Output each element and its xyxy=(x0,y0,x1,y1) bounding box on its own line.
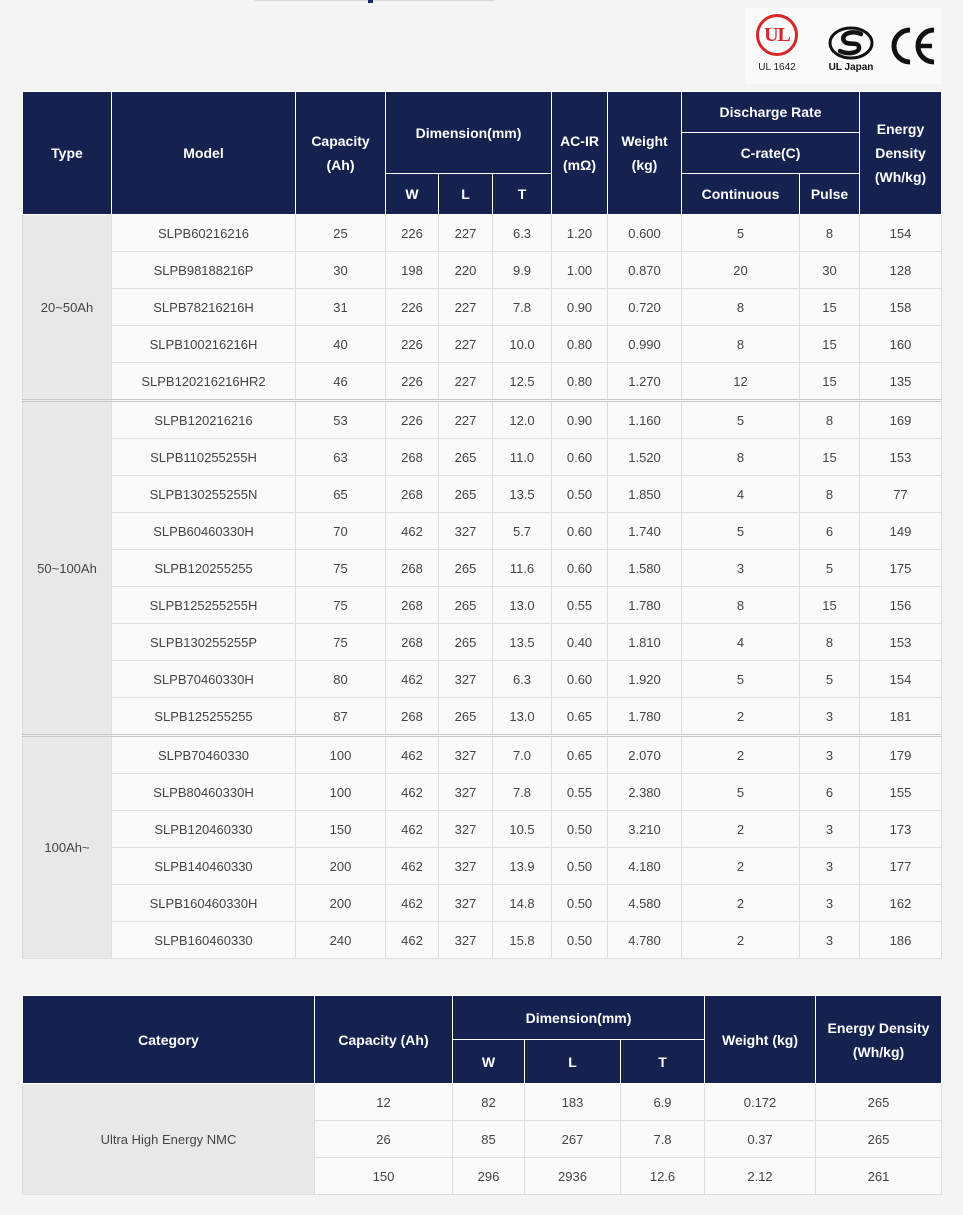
table-row xyxy=(23,1084,942,1121)
table-cell: 0.37 xyxy=(705,1121,816,1158)
table-cell: 8 xyxy=(682,289,800,326)
type-cell: 20~50Ah xyxy=(23,215,112,401)
table-cell: 12 xyxy=(682,363,800,401)
table-cell: 5 xyxy=(682,774,800,811)
table-cell: 5 xyxy=(682,401,800,439)
table-cell: 1.780 xyxy=(608,587,682,624)
table-cell: 82 xyxy=(453,1084,525,1121)
table-cell: 70 xyxy=(296,513,386,550)
table-cell: 154 xyxy=(860,661,942,698)
table-cell: 100 xyxy=(296,736,386,774)
header-energy-density-2: Energy Density (Wh/kg) xyxy=(816,996,942,1084)
header-dimension-2: Dimension(mm) xyxy=(453,996,705,1040)
header-type: Type xyxy=(23,92,112,215)
table-cell: 8 xyxy=(682,326,800,363)
battery-spec-table xyxy=(22,91,942,959)
table-cell: 169 xyxy=(860,401,942,439)
table-cell: 0.720 xyxy=(608,289,682,326)
header-capacity: Capacity (Ah) xyxy=(296,92,386,215)
table-row xyxy=(23,513,942,550)
table-cell: 15 xyxy=(800,587,860,624)
table-row xyxy=(23,252,942,289)
top-divider-marker xyxy=(368,0,373,3)
table-cell: 0.90 xyxy=(552,401,608,439)
table-cell: 26 xyxy=(315,1121,453,1158)
table-cell: 227 xyxy=(439,326,493,363)
table-cell: 15 xyxy=(800,363,860,401)
table-cell: 30 xyxy=(296,252,386,289)
header-w-2: W xyxy=(453,1040,525,1084)
table-cell: 154 xyxy=(860,215,942,252)
header-l: L xyxy=(439,174,493,215)
header-t: T xyxy=(493,174,552,215)
table-cell: 175 xyxy=(860,550,942,587)
table-cell: 226 xyxy=(386,326,439,363)
table-row xyxy=(23,587,942,624)
table-cell: 7.8 xyxy=(493,774,552,811)
table-cell: 226 xyxy=(386,363,439,401)
table-cell: SLPB70460330H xyxy=(112,661,296,698)
table-cell: 8 xyxy=(800,401,860,439)
table-cell: 5 xyxy=(682,215,800,252)
table-cell: 77 xyxy=(860,476,942,513)
table-cell: SLPB140460330 xyxy=(112,848,296,885)
table-cell: 3 xyxy=(682,550,800,587)
table-cell: 15 xyxy=(800,439,860,476)
table-row xyxy=(23,476,942,513)
table-cell: 268 xyxy=(386,439,439,476)
table-cell: 0.60 xyxy=(552,661,608,698)
table-cell: 4 xyxy=(682,476,800,513)
table-cell: 462 xyxy=(386,885,439,922)
table-cell: 10.5 xyxy=(493,811,552,848)
table-cell: 327 xyxy=(439,922,493,959)
table-cell: 31 xyxy=(296,289,386,326)
table-cell: 12.0 xyxy=(493,401,552,439)
table-cell: 327 xyxy=(439,848,493,885)
table-cell: 265 xyxy=(439,587,493,624)
table-cell: 0.55 xyxy=(552,587,608,624)
table-cell: 4 xyxy=(682,624,800,661)
table-cell: 0.65 xyxy=(552,736,608,774)
ul-japan-logo-icon xyxy=(828,26,874,60)
table-cell: 226 xyxy=(386,289,439,326)
table-cell: 6.3 xyxy=(493,215,552,252)
table-row xyxy=(23,885,942,922)
header-c-rate: C-rate(C) xyxy=(682,133,860,174)
table-cell: 2 xyxy=(682,811,800,848)
table-cell: 100 xyxy=(296,774,386,811)
category-cell: Ultra High Energy NMC xyxy=(23,1084,315,1195)
table-cell: 265 xyxy=(816,1084,942,1121)
table-cell: 75 xyxy=(296,550,386,587)
table-cell: 11.0 xyxy=(493,439,552,476)
table-cell: SLPB78216216H xyxy=(112,289,296,326)
table-cell: 8 xyxy=(800,215,860,252)
table-cell: 0.50 xyxy=(552,922,608,959)
table-cell: 12 xyxy=(315,1084,453,1121)
table-cell: 1.520 xyxy=(608,439,682,476)
table-cell: 8 xyxy=(800,476,860,513)
table-cell: 1.780 xyxy=(608,698,682,736)
table-cell: 198 xyxy=(386,252,439,289)
header-dimension: Dimension(mm) xyxy=(386,92,552,174)
table-cell: 183 xyxy=(525,1084,621,1121)
table-row xyxy=(23,550,942,587)
table-cell: 177 xyxy=(860,848,942,885)
table-cell: 15 xyxy=(800,289,860,326)
table-cell: 1.740 xyxy=(608,513,682,550)
table-cell: 0.172 xyxy=(705,1084,816,1121)
table-cell: 186 xyxy=(860,922,942,959)
table-cell: 7.8 xyxy=(493,289,552,326)
table-cell: SLPB80460330H xyxy=(112,774,296,811)
table-row xyxy=(23,624,942,661)
table-cell: SLPB125255255H xyxy=(112,587,296,624)
table-cell: 40 xyxy=(296,326,386,363)
table-cell: 1.20 xyxy=(552,215,608,252)
ul-logo-mark: UL xyxy=(764,23,790,46)
table-row xyxy=(23,736,942,774)
table-cell: 462 xyxy=(386,848,439,885)
table-cell: 4.180 xyxy=(608,848,682,885)
table-cell: 0.55 xyxy=(552,774,608,811)
table-cell: 13.0 xyxy=(493,698,552,736)
header-pulse: Pulse xyxy=(800,174,860,215)
table-cell: 155 xyxy=(860,774,942,811)
table-cell: 265 xyxy=(439,698,493,736)
table-cell: 327 xyxy=(439,885,493,922)
table-row xyxy=(23,848,942,885)
table-cell: SLPB120460330 xyxy=(112,811,296,848)
table-cell: 3 xyxy=(800,848,860,885)
table-row xyxy=(23,363,942,401)
table-cell: 2.12 xyxy=(705,1158,816,1195)
table-cell: SLPB130255255P xyxy=(112,624,296,661)
table-cell: 14.8 xyxy=(493,885,552,922)
table-cell: 75 xyxy=(296,624,386,661)
table-cell: 0.60 xyxy=(552,513,608,550)
header-discharge-rate: Discharge Rate xyxy=(682,92,860,133)
header-capacity-2: Capacity (Ah) xyxy=(315,996,453,1084)
table-cell: 227 xyxy=(439,401,493,439)
table-cell: SLPB110255255H xyxy=(112,439,296,476)
table-cell: 87 xyxy=(296,698,386,736)
certification-logos xyxy=(745,8,941,84)
table-cell: 220 xyxy=(439,252,493,289)
table-cell: 267 xyxy=(525,1121,621,1158)
ultra-high-energy-table-body xyxy=(23,1084,942,1195)
table-cell: 268 xyxy=(386,587,439,624)
table-cell: 156 xyxy=(860,587,942,624)
table-cell: 226 xyxy=(386,401,439,439)
table-cell: 1.810 xyxy=(608,624,682,661)
table-cell: 261 xyxy=(816,1158,942,1195)
table-cell: 5 xyxy=(682,661,800,698)
table-cell: 1.270 xyxy=(608,363,682,401)
table-cell: 268 xyxy=(386,476,439,513)
table-cell: 462 xyxy=(386,513,439,550)
table-cell: 227 xyxy=(439,289,493,326)
table-cell: SLPB70460330 xyxy=(112,736,296,774)
table-cell: 46 xyxy=(296,363,386,401)
table-cell: 0.60 xyxy=(552,550,608,587)
table-cell: SLPB120216216 xyxy=(112,401,296,439)
table-cell: 2936 xyxy=(525,1158,621,1195)
table-cell: 13.5 xyxy=(493,476,552,513)
table-cell: SLPB100216216H xyxy=(112,326,296,363)
table-cell: 65 xyxy=(296,476,386,513)
table-cell: 30 xyxy=(800,252,860,289)
top-divider xyxy=(255,0,495,1)
table-cell: 0.50 xyxy=(552,476,608,513)
table-cell: 327 xyxy=(439,513,493,550)
table-cell: SLPB60216216 xyxy=(112,215,296,252)
table-cell: 0.990 xyxy=(608,326,682,363)
table-cell: 75 xyxy=(296,587,386,624)
header-acir: AC-IR (mΩ) xyxy=(552,92,608,215)
table-cell: 153 xyxy=(860,439,942,476)
table-cell: 1.920 xyxy=(608,661,682,698)
table-row xyxy=(23,811,942,848)
table-cell: SLPB160460330 xyxy=(112,922,296,959)
table-cell: 2 xyxy=(682,922,800,959)
table-cell: 15.8 xyxy=(493,922,552,959)
table-cell: 3 xyxy=(800,698,860,736)
table-cell: 2.380 xyxy=(608,774,682,811)
table-cell: 7.0 xyxy=(493,736,552,774)
battery-spec-table-body xyxy=(23,215,942,959)
table-cell: SLPB60460330H xyxy=(112,513,296,550)
table-cell: 128 xyxy=(860,252,942,289)
table-cell: SLPB125255255 xyxy=(112,698,296,736)
table-cell: SLPB98188216P xyxy=(112,252,296,289)
table-cell: 2.070 xyxy=(608,736,682,774)
table-cell: 150 xyxy=(296,811,386,848)
table-cell: 0.60 xyxy=(552,439,608,476)
table-cell: 25 xyxy=(296,215,386,252)
table-cell: 296 xyxy=(453,1158,525,1195)
table-row xyxy=(23,289,942,326)
table-row xyxy=(23,774,942,811)
table-cell: 0.600 xyxy=(608,215,682,252)
table-cell: 6 xyxy=(800,774,860,811)
table-cell: 7.8 xyxy=(621,1121,705,1158)
table-cell: 227 xyxy=(439,215,493,252)
table-cell: SLPB120255255 xyxy=(112,550,296,587)
table-cell: 150 xyxy=(315,1158,453,1195)
table-cell: 265 xyxy=(439,439,493,476)
table-cell: 5 xyxy=(800,550,860,587)
table-cell: 13.9 xyxy=(493,848,552,885)
table-cell: 149 xyxy=(860,513,942,550)
table-cell: 268 xyxy=(386,624,439,661)
header-category: Category xyxy=(23,996,315,1084)
table-cell: 4.580 xyxy=(608,885,682,922)
table-cell: 3.210 xyxy=(608,811,682,848)
table-cell: 1.850 xyxy=(608,476,682,513)
table-cell: 200 xyxy=(296,848,386,885)
table-cell: 0.80 xyxy=(552,363,608,401)
table-row xyxy=(23,326,942,363)
header-continuous: Continuous xyxy=(682,174,800,215)
table-cell: 20 xyxy=(682,252,800,289)
table-row xyxy=(23,922,942,959)
table-cell: 179 xyxy=(860,736,942,774)
table-cell: 6.3 xyxy=(493,661,552,698)
ul-certification xyxy=(751,14,803,73)
table-cell: 2 xyxy=(682,698,800,736)
table-cell: 15 xyxy=(800,326,860,363)
table-cell: 1.160 xyxy=(608,401,682,439)
table-cell: 160 xyxy=(860,326,942,363)
table-cell: 0.50 xyxy=(552,811,608,848)
table-row xyxy=(23,401,942,439)
table-cell: 11.6 xyxy=(493,550,552,587)
table-cell: 53 xyxy=(296,401,386,439)
table-cell: 13.0 xyxy=(493,587,552,624)
table-cell: 1.00 xyxy=(552,252,608,289)
table-row xyxy=(23,661,942,698)
table-cell: 8 xyxy=(682,587,800,624)
table-cell: 0.65 xyxy=(552,698,608,736)
table-cell: 6.9 xyxy=(621,1084,705,1121)
table-row xyxy=(23,439,942,476)
table-cell: 135 xyxy=(860,363,942,401)
table-cell: 3 xyxy=(800,811,860,848)
type-cell: 50~100Ah xyxy=(23,401,112,736)
table-cell: 173 xyxy=(860,811,942,848)
table-cell: 227 xyxy=(439,363,493,401)
table-cell: 268 xyxy=(386,550,439,587)
table-cell: 462 xyxy=(386,774,439,811)
ul-logo-icon xyxy=(756,14,798,56)
header-t-2: T xyxy=(621,1040,705,1084)
table-cell: 200 xyxy=(296,885,386,922)
header-weight: Weight (kg) xyxy=(608,92,682,215)
table-cell: 6 xyxy=(800,513,860,550)
table-cell: 80 xyxy=(296,661,386,698)
ul-japan-certification xyxy=(823,26,879,73)
table-cell: 9.9 xyxy=(493,252,552,289)
table-cell: 0.80 xyxy=(552,326,608,363)
table-cell: 5 xyxy=(682,513,800,550)
header-weight-2: Weight (kg) xyxy=(705,996,816,1084)
table-cell: 8 xyxy=(682,439,800,476)
table-cell: SLPB160460330H xyxy=(112,885,296,922)
table-cell: 327 xyxy=(439,811,493,848)
table-cell: 462 xyxy=(386,661,439,698)
table-cell: 162 xyxy=(860,885,942,922)
table-cell: 5 xyxy=(800,661,860,698)
table-cell: 265 xyxy=(816,1121,942,1158)
table-cell: 327 xyxy=(439,736,493,774)
table-cell: 240 xyxy=(296,922,386,959)
table-cell: 0.90 xyxy=(552,289,608,326)
table-cell: 12.5 xyxy=(493,363,552,401)
ul-caption: UL 1642 xyxy=(758,62,796,73)
header-model: Model xyxy=(112,92,296,215)
ce-mark-icon xyxy=(889,26,939,66)
table-cell: 0.40 xyxy=(552,624,608,661)
table-cell: 2 xyxy=(682,736,800,774)
table-cell: 0.50 xyxy=(552,885,608,922)
table-cell: SLPB120216216HR2 xyxy=(112,363,296,401)
table-cell: 2 xyxy=(682,885,800,922)
table-cell: 1.580 xyxy=(608,550,682,587)
ultra-high-energy-table xyxy=(22,995,942,1195)
table-cell: 0.50 xyxy=(552,848,608,885)
table-cell: 10.0 xyxy=(493,326,552,363)
table-cell: 2 xyxy=(682,848,800,885)
ce-certification xyxy=(888,26,940,66)
table-cell: 4.780 xyxy=(608,922,682,959)
table-cell: 268 xyxy=(386,698,439,736)
table-cell: 327 xyxy=(439,774,493,811)
table-cell: 3 xyxy=(800,922,860,959)
table-cell: 63 xyxy=(296,439,386,476)
table-row xyxy=(23,698,942,736)
table-row xyxy=(23,215,942,252)
table-cell: 462 xyxy=(386,922,439,959)
table-cell: 226 xyxy=(386,215,439,252)
table-cell: 5.7 xyxy=(493,513,552,550)
table-cell: 3 xyxy=(800,885,860,922)
table-cell: 12.6 xyxy=(621,1158,705,1195)
table-cell: 0.870 xyxy=(608,252,682,289)
table-cell: 265 xyxy=(439,624,493,661)
header-l-2: L xyxy=(525,1040,621,1084)
table-cell: 153 xyxy=(860,624,942,661)
table-cell: 265 xyxy=(439,550,493,587)
table-cell: 85 xyxy=(453,1121,525,1158)
type-cell: 100Ah~ xyxy=(23,736,112,959)
table-cell: SLPB130255255N xyxy=(112,476,296,513)
table-cell: 3 xyxy=(800,736,860,774)
table-cell: 462 xyxy=(386,736,439,774)
ul-japan-caption: UL Japan xyxy=(828,62,874,73)
table-cell: 158 xyxy=(860,289,942,326)
table-cell: 8 xyxy=(800,624,860,661)
header-energy-density: Energy Density (Wh/kg) xyxy=(860,92,942,215)
table-cell: 327 xyxy=(439,661,493,698)
table-cell: 462 xyxy=(386,811,439,848)
table-cell: 265 xyxy=(439,476,493,513)
table-cell: 181 xyxy=(860,698,942,736)
table-cell: 13.5 xyxy=(493,624,552,661)
header-w: W xyxy=(386,174,439,215)
